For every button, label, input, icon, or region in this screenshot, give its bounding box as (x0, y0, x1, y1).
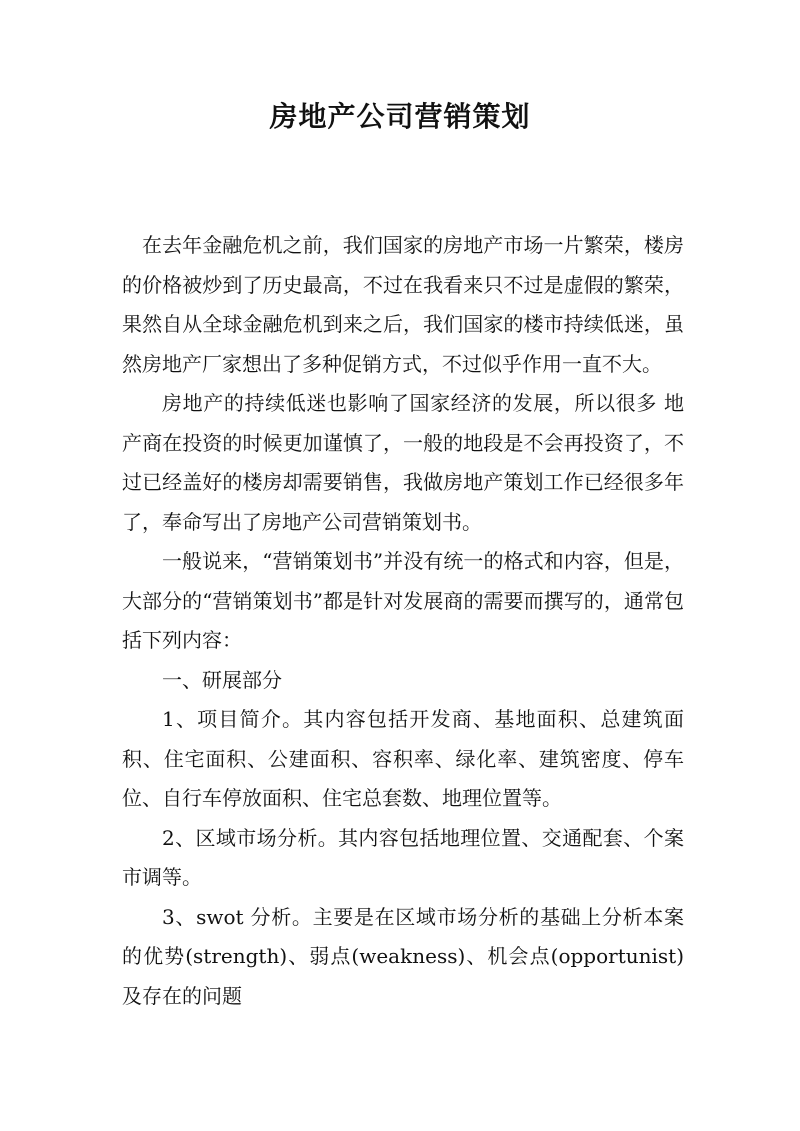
list-item-swot-analysis: 3、swot 分析。主要是在区域市场分析的基础上分析本案的优势(strength)、弱点(weakness)、机会点(opportunist)及存在的问题 (122, 904, 684, 1008)
paragraph-plan-contents: 一般说来，“营销策划书”并没有统一的格式和内容，但是，大部分的“营销策划书”都是针对发展商的需要而撰写的，通常包括下列内容： (122, 549, 684, 652)
list-item-project-intro: 1、项目简介。其内容包括开发商、基地面积、总建筑面积、住宅面积、公建面积、容积率、绿化率、建筑密度、停车位、自行车停放面积、住宅总套数、地理位置等。 (122, 707, 684, 810)
paragraph-market: 房地产的持续低迷也影响了国家经济的发展，所以很多 地产商在投资的时候更加谨慎了，一般的地段是不会再投资了，不过已经盖好的楼房却需要销售，我做房地产策划工作已经很多年了，奉命写出了房地产公司营销策划书。 (122, 391, 684, 534)
document-body (122, 226, 684, 1016)
paragraph-intro: 在去年金融危机之前，我们国家的房地产市场一片繁荣，楼房的价格被炒到了历史最高，不过在我看来只不过是虚假的繁荣，果然自从全球金融危机到来之后，我们国家的楼市持续低迷，虽然房地产厂家想出了多种促销方式，不过似乎作用一直不大。 (122, 233, 684, 376)
list-item-regional-analysis: 2、区域市场分析。其内容包括地理位置、交通配套、个案市调等。 (122, 825, 684, 889)
section-heading-research: 一、研展部分 (162, 667, 282, 692)
document-title: 房地产公司营销策划 (269, 100, 531, 133)
